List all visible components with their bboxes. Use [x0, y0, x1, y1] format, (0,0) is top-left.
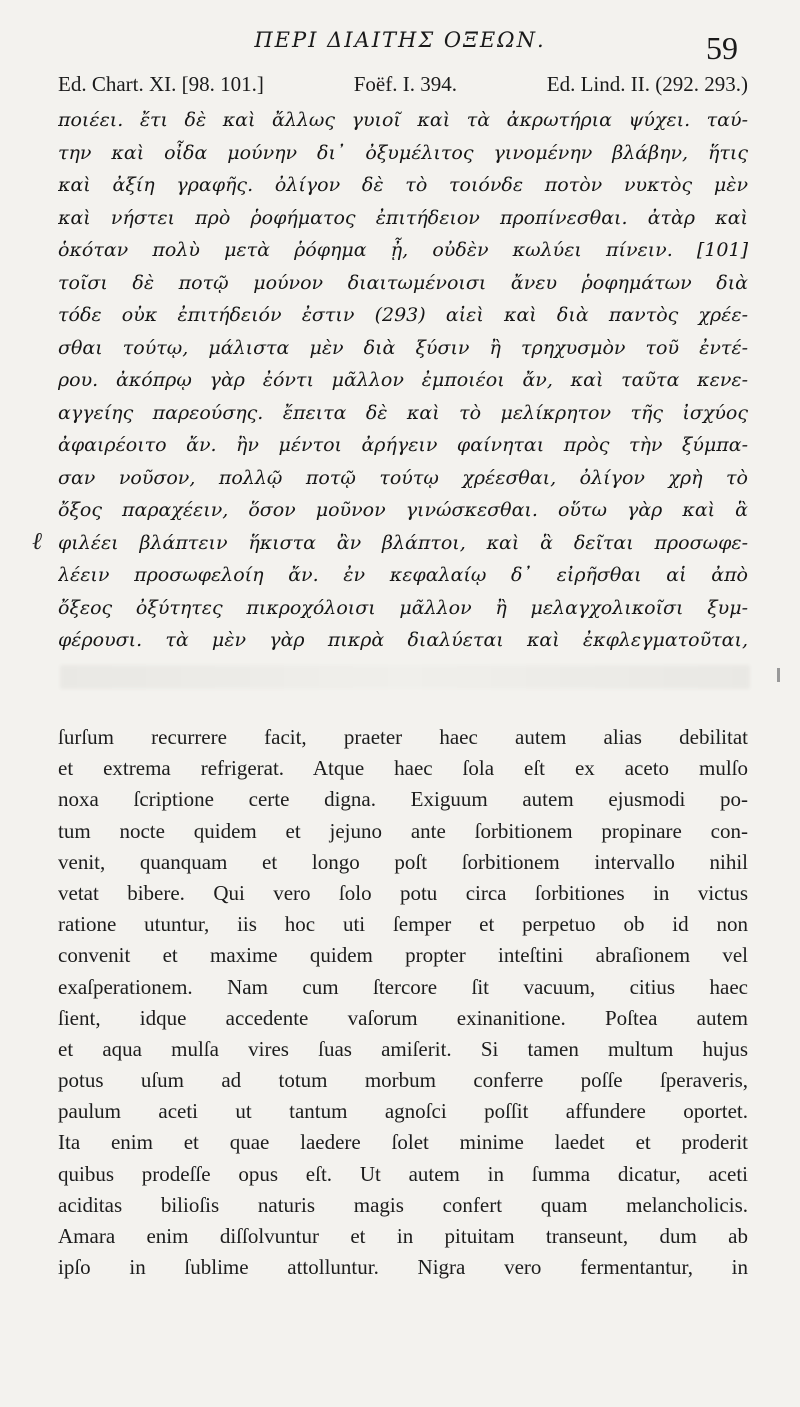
greek-text-line: αγγείης παρεούσης. ἔπειτα δὲ καὶ τὸ μελίκρητον τῆς ἰσχύος	[58, 401, 748, 424]
latin-text-line: aciditas bilioſis naturis magis confert quam melancholicis.	[58, 1192, 748, 1217]
latin-text-line: venit, quanquam et longo poſt ſorbitionem intervallo nihil	[58, 849, 748, 874]
latin-text-line: Ita enim et quae laedere ſolet minime laedet et proderit	[58, 1130, 748, 1155]
latin-text-line: ſient, idque accedente vaſorum exinanitione. Poſtea autem	[58, 1005, 748, 1030]
latin-text-line: et aqua mulſa vires ſuas amiſerit. Si tamen multum hujus	[58, 1036, 748, 1061]
page-number: 59	[706, 30, 738, 66]
greek-text-line: ρου. ἀκόπρῳ γὰρ ἐόντι μᾶλλον ἐμποιέοι ἄν, καὶ ταῦτα κενε-	[58, 369, 748, 391]
latin-text-line: noxa ſcriptione certe digna. Exiguum autem ejusmodi po-	[58, 787, 748, 812]
latin-text-line: ipſo in ſublime attolluntur. Nigra vero fermentantur, in	[58, 1255, 748, 1280]
edition-linden: Ed. Lind. II. (292. 293.)	[546, 72, 748, 96]
margin-tick	[777, 668, 780, 682]
greek-text-line: την καὶ οἶδα μούνην δι᾽ ὀξυμέλιτος γινομένην βλάβην, ἥτις	[58, 141, 748, 164]
latin-text-line: exaſperationem. Nam cum ſtercore ſit vacuum, citius haec	[58, 974, 748, 999]
greek-text-line: ὁκόταν πολὺ μετὰ ῥόφημα ᾖ, οὐδὲν κωλύει πίνειν. [101]	[58, 239, 748, 261]
greek-text-line: ὄξος παραχέειν, ὅσον μοῦνον γινώσκεσθαι. οὕτω γὰρ καὶ ἃ	[58, 499, 748, 521]
latin-text-block	[58, 722, 748, 1283]
greek-text-line: καὶ ἀξίη γραφῆς. ὀλίγον δὲ τὸ τοιόνδε ποτὸν νυκτὸς μὲν	[58, 174, 748, 196]
greek-text-line: σαν νοῦσον, πολλῷ ποτῷ τούτῳ χρέεσθαι, ὀλίγον χρὴ τὸ	[58, 466, 748, 489]
greek-text-line: φέρουσι. τὰ μὲν γὰρ πικρὰ διαλύεται καὶ ἐκφλεγματοῦται,	[58, 629, 748, 651]
bleed-through-line	[60, 665, 750, 689]
edition-references	[58, 72, 748, 97]
latin-text-line: convenit et maxime quidem propter inteſtini abraſionem vel	[58, 943, 748, 968]
greek-text-line: λέειν προσωφελοίη ἄν. ἐν κεφαλαίῳ δ᾽ εἰρῆσθαι αἱ ἀπὸ	[58, 564, 748, 586]
latin-text-line: tum nocte quidem et jejuno ante ſorbitionem propinare con-	[58, 818, 748, 843]
edition-foesius: Foëf. I. 394.	[353, 72, 457, 96]
greek-text-line: τόδε οὐκ ἐπιτήδειόν ἐστιν (293) αἰεὶ καὶ διὰ παντὸς χρέε-	[58, 304, 748, 326]
latin-text-line: potus uſum ad totum morbum conferre poſſe ſperaveris,	[58, 1068, 748, 1093]
edition-chartier: Ed. Chart. XI. [98. 101.]	[58, 72, 264, 96]
running-title: ΠΕΡΙ ΔΙΑΙΤΗΣ ΟΞΕΩΝ.	[254, 28, 546, 52]
greek-text-line: ὄξεος ὀξύτητες πικροχόλοισι μᾶλλον ἢ μελαγχολικοῖσι ξυμ-	[58, 596, 748, 619]
greek-text-line: τοῖσι δὲ ποτῷ μούνον διαιτωμένοισι ἄνευ ῥοφημάτων διὰ	[58, 271, 748, 294]
latin-text-line: et extrema refrigerat. Atque haec ſola eſt ex aceto mulſo	[58, 756, 748, 781]
latin-text-line: vetat bibere. Qui vero ſolo potu circa ſorbitiones in victus	[58, 880, 748, 905]
greek-text-block	[58, 104, 748, 657]
greek-text-line: σθαι τούτῳ, μάλιστα μὲν διὰ ξύσιν ἢ τρηχυσμὸν τοῦ ἐντέ-	[58, 336, 748, 359]
latin-text-line: ſurſum recurrere facit, praeter haec autem alias debilitat	[58, 725, 748, 749]
latin-text-line: ratione utuntur, iis hoc uti ſemper et perpetuo ob id non	[58, 912, 748, 937]
latin-text-line: paulum aceti ut tantum agnoſci poſſit affundere oportet.	[58, 1099, 748, 1124]
latin-text-line: Amara enim diſſolvuntur et in pituitam transeunt, dum ab	[58, 1224, 748, 1248]
greek-text-line: φιλέει βλάπτειν ἥκιστα ἂν βλάπτοι, καὶ ἃ δεῖται προσωφε-	[58, 531, 748, 554]
greek-text-line: ποιέει. ἔτι δὲ καὶ ἄλλως γυιοῖ καὶ τὰ ἀκρωτήρια ψύχει. ταύ-	[58, 109, 748, 131]
greek-text-line: καὶ νήστει πρὸ ῥοφήματος ἐπιτήδειον προπίνεσθαι. ἀτὰρ καὶ	[58, 206, 748, 229]
latin-text-line: quibus prodeſſe opus eſt. Ut autem in ſumma dicatur, aceti	[58, 1161, 748, 1186]
greek-text-line: ἀφαιρέοιτο ἄν. ἢν μέντοι ἀρήγειν φαίνηται πρὸς τὴν ξύμπα-	[58, 434, 748, 456]
margin-mark: ℓ	[32, 527, 42, 555]
